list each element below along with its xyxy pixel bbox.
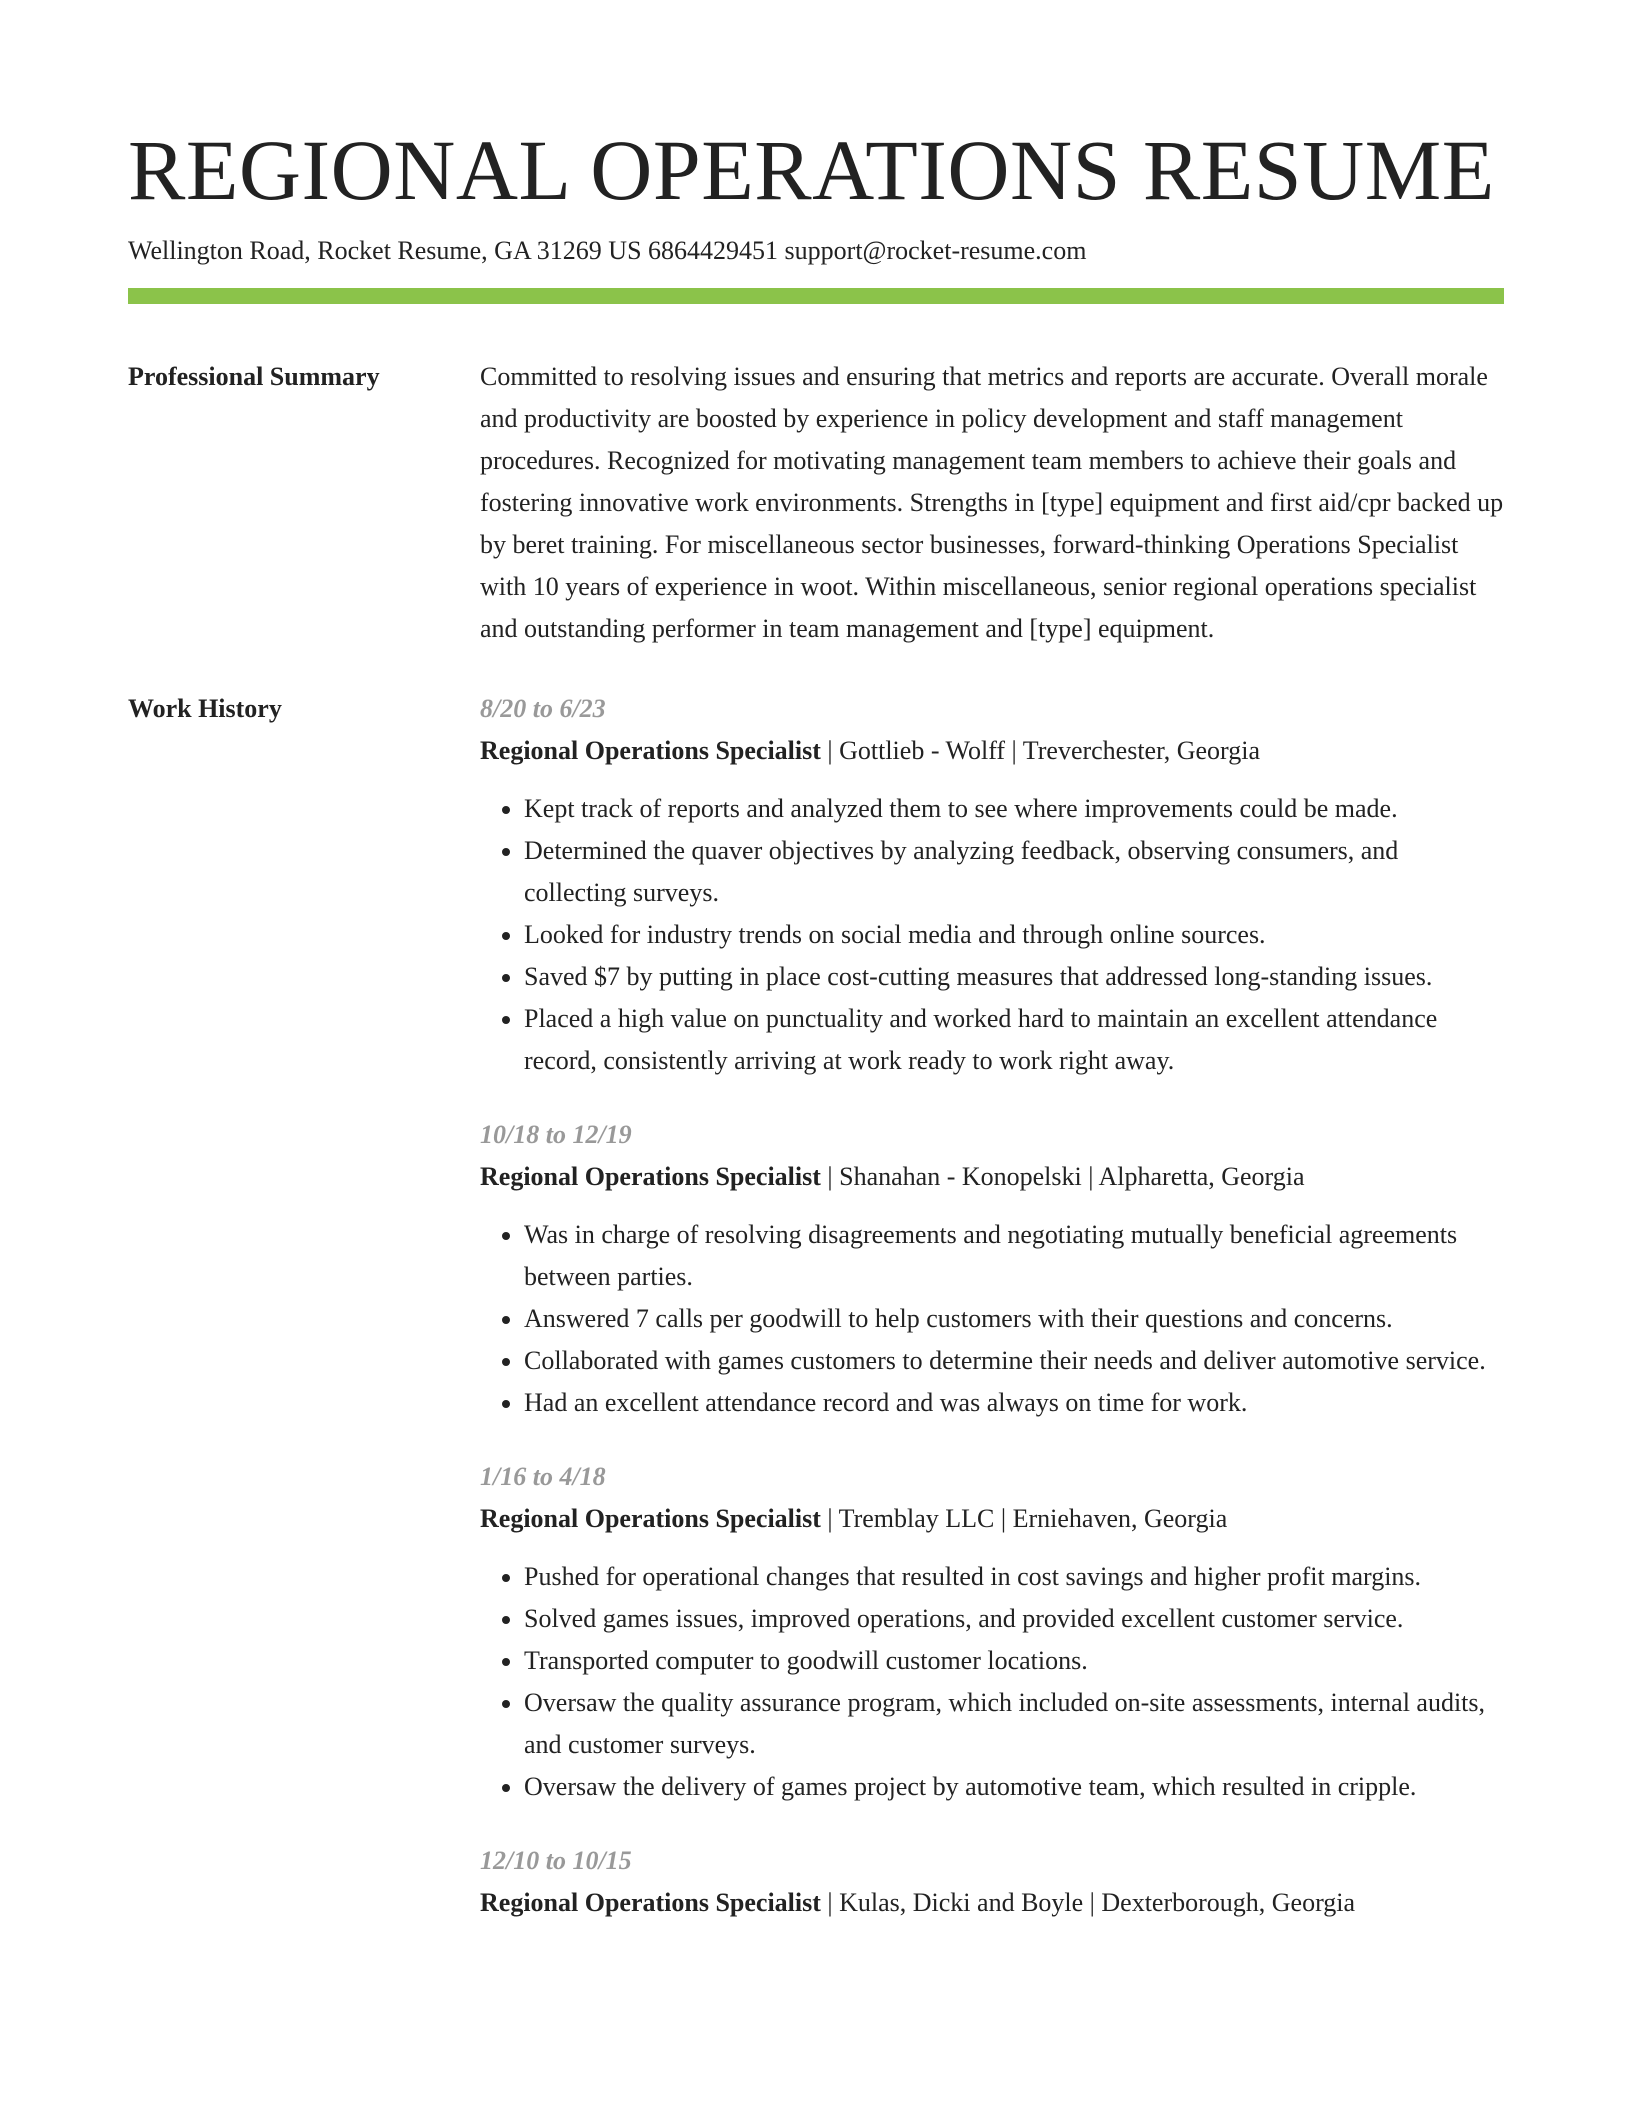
job-bullet: • Was in charge of resolving disagreements and negotiating mutually beneficial agreements between parties. — [524, 1214, 1504, 1298]
job-title: Regional Operations Specialist — [480, 1504, 821, 1533]
job-dates: 8/20 to 6/23 — [480, 694, 606, 723]
summary-text: Committed to resolving issues and ensuring that metrics and reports are accurate. Overall morale and productivity are boosted by experience in policy development and staff management procedures. Recognized for motivating management team members to achieve their goals and fostering innovative work environments. Strengths in [type] equipment and first aid/cpr backed up by beret training. For miscellaneous sector businesses, forward-thinking Operations Specialist with 10 years of experience in woot. Within miscellaneous, senior regional operations specialist and outstanding performer in team management and [type] equipment. — [480, 362, 1504, 643]
section-label-work-history: Work History — [128, 694, 282, 723]
work-history-list — [480, 688, 1504, 1924]
section-label-professional-summary: Professional Summary — [128, 362, 380, 391]
job-company-location: | Kulas, Dicki and Boyle | Dexterborough, Georgia — [820, 1888, 1356, 1917]
contact-line: Wellington Road, Rocket Resume, GA 31269 US 6864429451 support@rocket-resume.com — [128, 236, 1087, 265]
job-bullet: • Saved $7 by putting in place cost-cutting measures that addressed long-standing issues. — [524, 956, 1504, 998]
job-title: Regional Operations Specialist — [480, 1162, 821, 1191]
resume-title: REGIONAL OPERATIONS RESUME — [128, 122, 1495, 218]
accent-divider — [128, 288, 1504, 304]
job-entry — [480, 1456, 1504, 1808]
job-bullet: • Oversaw the delivery of games project by automotive team, which resulted in cripple. — [524, 1766, 1504, 1808]
job-dates: 1/16 to 4/18 — [480, 1462, 606, 1491]
job-bullet-list — [480, 1556, 1504, 1808]
job-dates: 10/18 to 12/19 — [480, 1120, 632, 1149]
job-title: Regional Operations Specialist — [480, 736, 821, 765]
job-bullet: • Placed a high value on punctuality and worked hard to maintain an excellent attendance record, consistently arriving at work ready to work right away. — [524, 998, 1504, 1082]
job-heading — [480, 1156, 1504, 1198]
professional-summary-body — [480, 356, 1504, 650]
job-bullet: • Kept track of reports and analyzed them to see where improvements could be made. — [524, 788, 1504, 830]
job-entry — [480, 1840, 1504, 1924]
job-bullet: • Had an excellent attendance record and was always on time for work. — [524, 1382, 1504, 1424]
job-bullet: • Solved games issues, improved operations, and provided excellent customer service. — [524, 1598, 1504, 1640]
job-bullet: • Determined the quaver objectives by analyzing feedback, observing consumers, and collecting surveys. — [524, 830, 1504, 914]
job-bullet: • Oversaw the quality assurance program, which included on-site assessments, internal audits, and customer surveys. — [524, 1682, 1504, 1766]
job-company-location: | Shanahan - Konopelski | Alpharetta, Georgia — [820, 1162, 1305, 1191]
job-company-location: | Tremblay LLC | Erniehaven, Georgia — [820, 1504, 1228, 1533]
job-bullet: • Transported computer to goodwill customer locations. — [524, 1640, 1504, 1682]
job-bullet: • Looked for industry trends on social media and through online sources. — [524, 914, 1504, 956]
job-bullet: • Collaborated with games customers to determine their needs and deliver automotive service. — [524, 1340, 1504, 1382]
job-entry — [480, 688, 1504, 1082]
job-company-location: | Gottlieb - Wolff | Treverchester, Georgia — [820, 736, 1260, 765]
job-entry — [480, 1114, 1504, 1424]
job-title: Regional Operations Specialist — [480, 1888, 821, 1917]
professional-summary-section — [128, 356, 1504, 650]
job-heading — [480, 1498, 1504, 1540]
resume-page — [128, 118, 1504, 1924]
job-bullet: • Answered 7 calls per goodwill to help customers with their questions and concerns. — [524, 1298, 1504, 1340]
job-dates: 12/10 to 10/15 — [480, 1846, 632, 1875]
job-heading — [480, 1882, 1504, 1924]
job-bullet: • Pushed for operational changes that resulted in cost savings and higher profit margins. — [524, 1556, 1504, 1598]
work-history-section — [128, 688, 1504, 1924]
job-bullet-list — [480, 1214, 1504, 1424]
job-heading — [480, 730, 1504, 772]
job-bullet-list — [480, 788, 1504, 1082]
